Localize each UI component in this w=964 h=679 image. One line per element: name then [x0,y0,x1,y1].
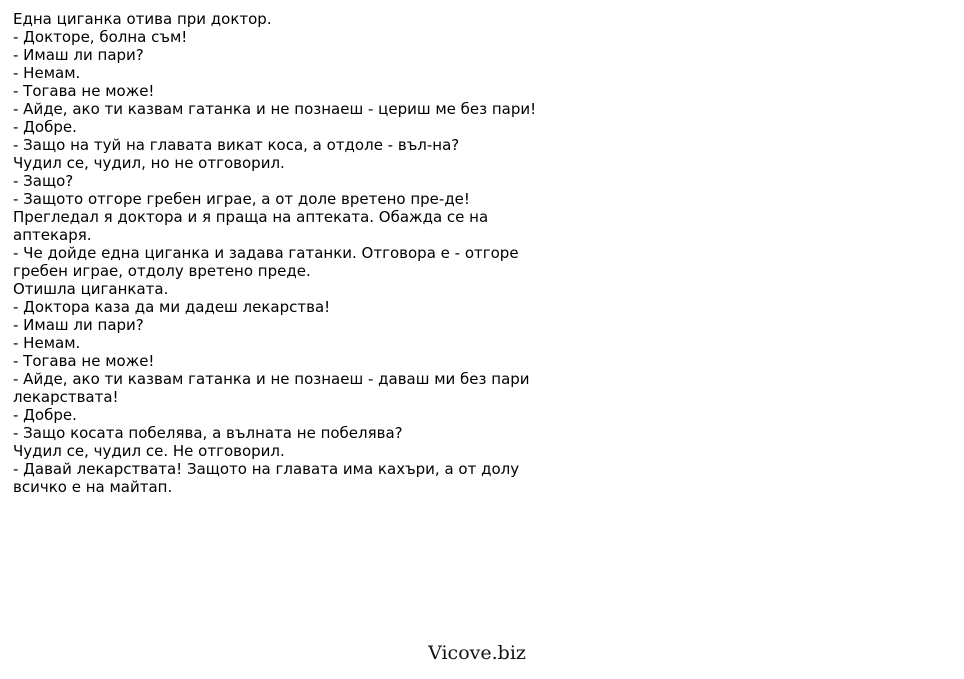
joke-line: - Докторе, болна съм! [13,28,188,46]
joke-line: - Айде, ако ти казвам гатанка и не познаеш - даваш ми без пари лекарствата! [13,370,530,406]
joke-line: - Защо? [13,172,74,190]
joke-line: Една циганка отива при доктор. [13,10,272,28]
joke-line: - Немам. [13,64,81,82]
joke-line: - Защо на туй на главата викат коса, а отдоле - въл-на? [13,136,460,154]
joke-line: Чудил се, чудил, но не отговорил. [13,154,285,172]
joke-line: - Доктора каза да ми дадеш лекарства! [13,298,331,316]
joke-line: Прегледал я доктора и я праща на аптеката. Обажда се на аптекаря. [13,208,489,244]
joke-line: - Имаш ли пари? [13,316,144,334]
joke-line: - Добре. [13,406,77,424]
site-watermark: Vicove.biz [428,642,526,664]
joke-line: - Защо косата побелява, а вълната не побелява? [13,424,403,442]
joke-line: Чудил се, чудил се. Не отговорил. [13,442,285,460]
joke-line: - Имаш ли пари? [13,46,144,64]
joke-line: Отишла циганката. [13,280,169,298]
joke-line: - Тогава не може! [13,352,155,370]
joke-line: - Добре. [13,118,77,136]
joke-line: - Айде, ако ти казвам гатанка и не познаеш - цериш ме без пари! [13,100,537,118]
joke-line: - Защото отгоре гребен играе, а от доле вретено пре-де! [13,190,470,208]
joke-line: - Тогава не може! [13,82,155,100]
joke-line: - Давай лекарствата! Защото на главата има кахъри, а от долу всичко е на майтап. [13,460,520,496]
joke-line: - Че дойде една циганка и задава гатанки. Отговора е - отгоре гребен играе, отдолу вретено преде. [13,244,519,280]
joke-text [13,10,558,496]
joke-line: - Немам. [13,334,81,352]
